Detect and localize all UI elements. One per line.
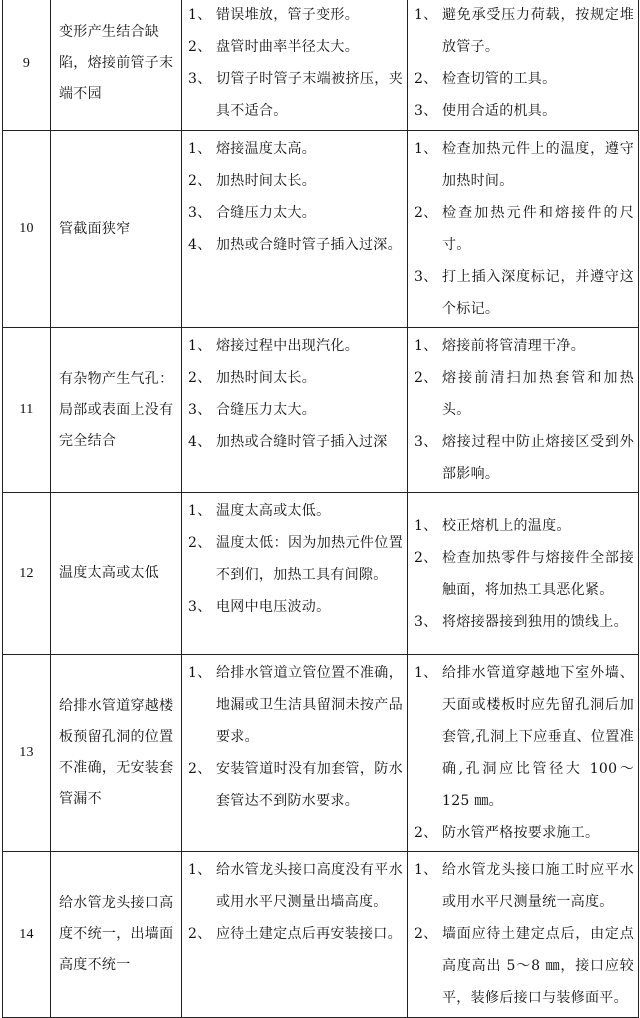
cause-list (182, 852, 408, 1018)
item-number: 3、 (188, 599, 212, 615)
item-text: 检查加热元件上的温度，遵守加热时间。 (442, 141, 634, 189)
item-text: 熔接过程中防止熔接区受到外部影响。 (442, 434, 634, 482)
measure-item (414, 657, 634, 817)
measure-item (414, 606, 634, 638)
cause-item (188, 591, 403, 623)
item-text: 熔接前将管清理干净。 (442, 338, 585, 354)
cause-item (188, 133, 403, 165)
item-text: 防水管严格按要求施工。 (442, 825, 600, 841)
measure-item (414, 330, 634, 362)
measure-list (408, 655, 639, 852)
table-row (3, 493, 639, 655)
cause-list (182, 493, 408, 655)
item-text: 盘管时曲率半径太大。 (216, 39, 359, 55)
item-text: 墙面应待土建定点后，由定点高度高出 5～8 ㎜，接口应较平，装修后接口与装修面平。 (442, 926, 634, 1006)
cause-item (188, 426, 403, 458)
item-number: 2、 (188, 173, 212, 189)
problem-description: 温度太高或太低 (51, 493, 182, 655)
item-text: 加热或合缝时管子插入过深 (216, 434, 388, 450)
cause-item (188, 197, 403, 229)
item-number: 1、 (188, 503, 212, 519)
table-row (3, 852, 639, 1018)
item-number: 2、 (188, 535, 212, 551)
item-text: 应待土建定点后再安装接口。 (216, 926, 402, 942)
item-number: 1、 (414, 862, 438, 878)
item-number: 3、 (414, 269, 438, 285)
cause-item (188, 527, 403, 591)
item-number: 2、 (414, 370, 438, 386)
table-row (3, 328, 639, 493)
item-number: 1、 (414, 665, 438, 681)
measure-item (414, 817, 634, 849)
item-text: 避免承受压力荷载，按规定堆放管子。 (442, 7, 634, 55)
row-number: 10 (3, 131, 51, 328)
item-number: 1、 (414, 141, 438, 157)
item-number: 1、 (414, 338, 438, 354)
item-text: 将熔接器接到独用的馈线上。 (442, 613, 628, 630)
cause-item (188, 854, 403, 918)
item-text: 切管子时管子末端被挤压，夹具不适合。 (216, 71, 403, 119)
item-number: 2、 (414, 549, 438, 566)
table-row (3, 655, 639, 852)
item-number: 2、 (188, 39, 212, 55)
problem-description: 管截面狭窄 (51, 131, 182, 328)
item-number: 3、 (414, 613, 438, 630)
measure-list (408, 852, 639, 1018)
item-number: 1、 (414, 7, 438, 23)
item-number: 2、 (188, 761, 212, 777)
item-text: 熔接过程中出现汽化。 (216, 338, 359, 354)
item-text: 熔接温度太高。 (216, 141, 317, 157)
item-number: 1、 (188, 141, 212, 157)
cause-item (188, 495, 403, 527)
cause-list (182, 0, 408, 131)
cause-list (182, 655, 408, 852)
item-text: 合缝压力太大。 (216, 402, 317, 418)
item-text: 合缝压力太大。 (216, 205, 317, 221)
item-text: 检查加热元件和熔接件的尺寸。 (442, 205, 634, 253)
item-number: 2、 (414, 71, 438, 87)
cause-list (182, 131, 408, 328)
item-text: 校正熔机上的温度。 (442, 517, 571, 534)
item-text: 温度太高或太低。 (216, 503, 331, 519)
table-row (3, 0, 639, 131)
measure-item (414, 0, 634, 63)
problem-description: 给水管龙头接口高度不统一，出墙面高度不统一 (51, 852, 182, 1018)
item-number: 1、 (188, 665, 212, 681)
problem-description: 变形产生结合缺陷，熔接前管子末端不园 (51, 0, 182, 131)
item-number: 2、 (414, 825, 438, 841)
item-number: 4、 (188, 237, 212, 253)
item-number: 2、 (414, 205, 438, 221)
item-number: 4、 (188, 434, 212, 450)
item-text: 给排水管道穿越地下室外墙、天面或楼板时应先留孔洞后加套管,孔洞上下应垂直、位置准确,孔洞应比管径大 100～125 ㎜。 (442, 665, 634, 809)
measure-list (408, 493, 639, 655)
item-number: 2、 (188, 370, 212, 386)
cause-item (188, 31, 403, 63)
item-text: 给水管龙头接口施工时应平水或用水平尺测量统一高度。 (442, 862, 634, 910)
item-text: 检查切管的工具。 (442, 71, 557, 87)
item-text: 打上插入深度标记，并遵守这个标记。 (442, 269, 634, 317)
item-number: 3、 (414, 434, 438, 450)
problem-description: 给排水管道穿越楼板预留孔洞的位置不准确，无安装套管漏不 (51, 655, 182, 852)
item-text: 加热或合缝时管子插入过深。 (216, 237, 402, 253)
item-text: 给排水管道立管位置不准确，地漏或卫生洁具留洞未按产品要求。 (216, 665, 403, 745)
cause-list (182, 328, 408, 493)
item-number: 3、 (414, 103, 438, 119)
cause-item (188, 63, 403, 127)
item-text: 加热时间太长。 (216, 370, 317, 386)
item-text: 给水管龙头接口高度没有平水或用水平尺测量出墙高度。 (216, 862, 403, 910)
row-number: 11 (3, 328, 51, 493)
item-number: 1、 (188, 862, 212, 878)
measure-list (408, 131, 639, 328)
row-number: 9 (3, 0, 51, 131)
cause-item (188, 362, 403, 394)
measure-item (414, 63, 634, 95)
item-number: 3、 (188, 402, 212, 418)
measure-list (408, 0, 639, 131)
item-text: 检查加热零件与熔接件全部接触面，将加热工具恶化紧。 (442, 549, 634, 598)
table-row (3, 131, 639, 328)
measure-item (414, 95, 634, 127)
row-number: 12 (3, 493, 51, 655)
item-text: 安装管道时没有加套管，防水套管达不到防水要求。 (216, 761, 403, 809)
item-number: 2、 (188, 926, 212, 942)
item-text: 温度太低：因为加热元件位置不到们，加热工具有间隙。 (216, 535, 403, 583)
row-number: 13 (3, 655, 51, 852)
measure-item (414, 426, 634, 490)
measure-item (414, 133, 634, 197)
measure-item (414, 854, 634, 918)
item-number: 1、 (414, 517, 438, 534)
measure-item (414, 362, 634, 426)
cause-item (188, 918, 403, 950)
cause-item (188, 0, 403, 31)
item-number: 1、 (188, 338, 212, 354)
item-text: 熔接前清扫加热套管和加热头。 (442, 370, 634, 418)
defect-table (2, 0, 639, 1018)
cause-item (188, 394, 403, 426)
item-number: 1、 (188, 7, 212, 23)
row-number: 14 (3, 852, 51, 1018)
item-text: 使用合适的机具。 (442, 103, 557, 119)
measure-item (414, 542, 634, 606)
item-text: 错误堆放，管子变形。 (216, 7, 359, 23)
cause-item (188, 229, 403, 261)
item-number: 3、 (188, 205, 212, 221)
cause-item (188, 165, 403, 197)
item-number: 3、 (188, 71, 212, 87)
item-number: 2、 (414, 926, 438, 942)
measure-item (414, 197, 634, 261)
measure-item (414, 918, 634, 1014)
problem-description: 有杂物产生气孔：局部或表面上没有完全结合 (51, 328, 182, 493)
measure-item (414, 510, 634, 542)
item-text: 电网中电压波动。 (216, 599, 331, 615)
measure-list (408, 328, 639, 493)
cause-item (188, 657, 403, 753)
measure-item (414, 261, 634, 325)
cause-item (188, 753, 403, 817)
item-text: 加热时间太长。 (216, 173, 317, 189)
cause-item (188, 330, 403, 362)
